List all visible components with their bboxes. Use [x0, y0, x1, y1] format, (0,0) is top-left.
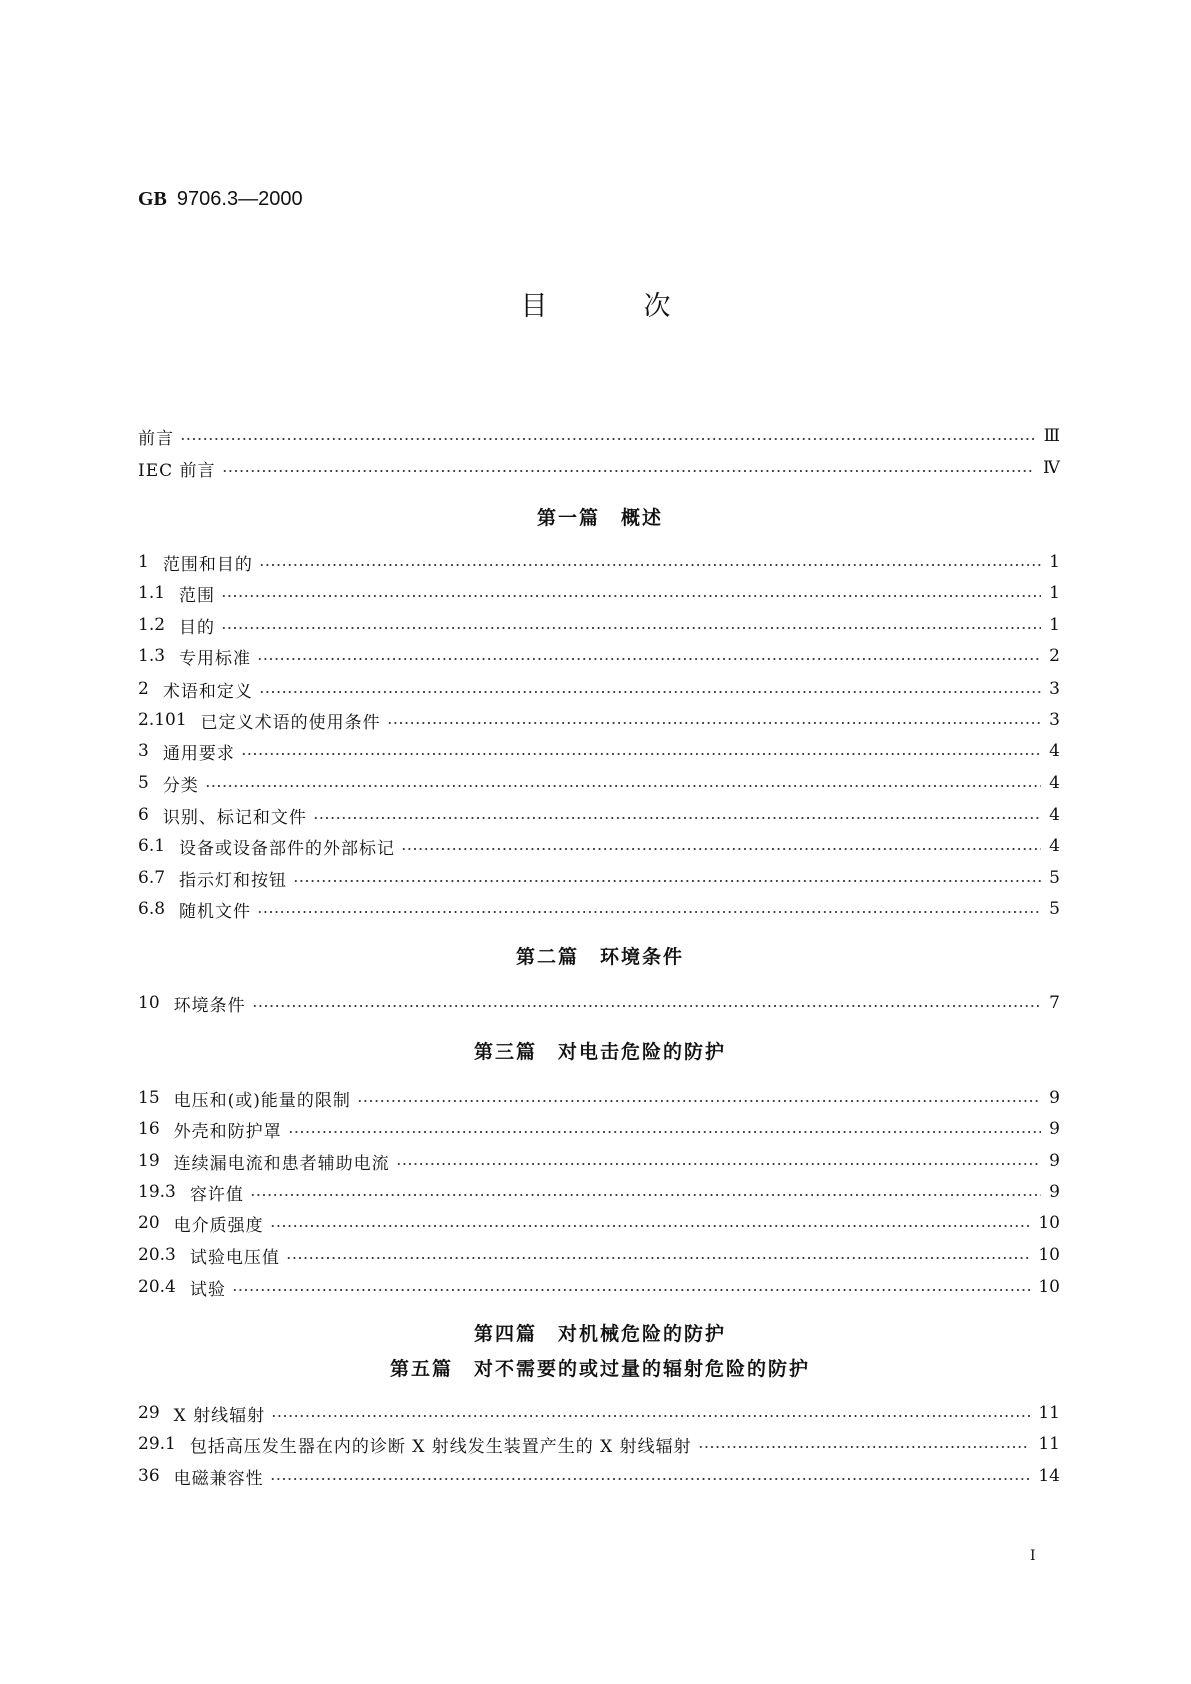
toc-entry[interactable] [138, 1117, 1060, 1141]
toc-entry[interactable] [138, 991, 1060, 1015]
entry-number: 1.3 [138, 646, 166, 666]
entry-title: 环境条件 [173, 995, 246, 1016]
entry-number: 36 [138, 1466, 160, 1486]
dot-leader [401, 847, 1041, 851]
entry-page: 1 [1049, 615, 1060, 635]
entry-title: 电介质强度 [173, 1215, 264, 1236]
entry-title: 电磁兼容性 [173, 1468, 264, 1489]
page-number: I [1030, 1548, 1036, 1564]
entry-page: 3 [1049, 710, 1060, 730]
entry-title: 指示灯和按钮 [179, 870, 288, 891]
toc-entry[interactable] [138, 424, 1060, 448]
entry-page: 4 [1049, 773, 1060, 793]
entry-title: 前言 [138, 428, 174, 449]
entry-number: 6 [138, 805, 149, 825]
entry-number: 29.1 [138, 1434, 176, 1454]
entry-page: 11 [1038, 1434, 1060, 1454]
toc-entry[interactable] [138, 1211, 1060, 1235]
toc-entry[interactable] [138, 708, 1060, 732]
dot-leader [286, 1256, 1031, 1260]
entry-title: 设备或设备部件的外部标记 [179, 838, 396, 859]
toc-entry[interactable] [138, 1180, 1060, 1204]
entry-title: 范围 [179, 585, 216, 606]
toc-entry[interactable] [138, 1086, 1060, 1110]
entry-title: 包括高压发生器在内的诊断 X 射线发生装置产生的 X 射线辐射 [189, 1436, 692, 1457]
standard-code: GB [138, 188, 167, 210]
entry-title: 识别、标记和文件 [162, 807, 307, 828]
toc-entry[interactable] [138, 803, 1060, 827]
toc-entry[interactable] [138, 1243, 1060, 1267]
entry-number: 6.8 [138, 899, 166, 919]
dot-leader [270, 1477, 1031, 1481]
part-heading: 第二篇 环境条件 [515, 946, 684, 968]
dot-leader [232, 1288, 1031, 1292]
toc-entry[interactable] [138, 1149, 1060, 1173]
entry-number: 20.3 [138, 1245, 176, 1265]
toc-entry[interactable] [138, 456, 1060, 480]
entry-page: 3 [1049, 679, 1060, 699]
entry-page: 14 [1038, 1466, 1060, 1486]
entry-title: IEC 前言 [138, 460, 216, 481]
entry-number: 16 [138, 1119, 160, 1139]
dot-leader [288, 1130, 1042, 1134]
entry-title: 术语和定义 [162, 681, 253, 702]
dot-leader [259, 690, 1041, 694]
dot-leader [222, 469, 1035, 473]
standard-number: 9706.3—2000 [176, 188, 303, 210]
entry-page: 9 [1049, 1182, 1060, 1202]
dot-leader [293, 879, 1041, 883]
entry-number: 1 [138, 552, 149, 572]
dot-leader [221, 626, 1041, 630]
entry-number: 5 [138, 773, 149, 793]
entry-page: 11 [1038, 1403, 1060, 1423]
toc-entry[interactable] [138, 897, 1060, 921]
entry-number: 2 [138, 679, 149, 699]
entry-page: 9 [1049, 1151, 1060, 1171]
toc-entry[interactable] [138, 834, 1060, 858]
dot-leader [241, 752, 1041, 756]
entry-number: 15 [138, 1088, 160, 1108]
entry-title: X 射线辐射 [173, 1405, 266, 1426]
entry-number: 20.4 [138, 1277, 176, 1297]
dot-leader [257, 657, 1041, 661]
dot-leader [698, 1445, 1031, 1449]
dot-leader [257, 910, 1041, 914]
entry-page: 4 [1049, 836, 1060, 856]
entry-page: 9 [1049, 1088, 1060, 1108]
entry-title: 通用要求 [162, 743, 235, 764]
entry-page: Ⅳ [1043, 458, 1060, 478]
entry-number: 1.1 [138, 583, 166, 603]
entry-page: Ⅲ [1043, 426, 1060, 446]
entry-title: 分类 [162, 775, 199, 796]
entry-page: 7 [1049, 993, 1060, 1013]
dot-leader [205, 784, 1041, 788]
entry-title: 目的 [179, 617, 216, 638]
entry-page: 4 [1049, 805, 1060, 825]
toc-entry[interactable] [138, 550, 1060, 574]
entry-number: 10 [138, 993, 160, 1013]
dot-leader [221, 594, 1041, 598]
toc-entry[interactable] [138, 866, 1060, 890]
entry-page: 10 [1038, 1213, 1060, 1233]
toc-entry[interactable] [138, 1401, 1060, 1425]
entry-title: 外壳和防护罩 [173, 1121, 282, 1142]
entry-page: 5 [1049, 868, 1060, 888]
toc-entry[interactable] [138, 644, 1060, 668]
toc-entry[interactable] [138, 1432, 1060, 1456]
entry-title: 试验 [189, 1279, 226, 1300]
entry-title: 电压和(或)能量的限制 [173, 1090, 351, 1111]
entry-title: 专用标准 [179, 648, 252, 669]
entry-title: 已定义术语的使用条件 [200, 712, 381, 733]
entry-page: 1 [1049, 552, 1060, 572]
entry-number: 6.1 [138, 836, 166, 856]
dot-leader [313, 816, 1041, 820]
entry-number: 3 [138, 741, 149, 761]
entry-page: 1 [1049, 583, 1060, 603]
entry-number: 19 [138, 1151, 160, 1171]
dot-leader [387, 721, 1042, 725]
toc-entry[interactable] [138, 1464, 1060, 1488]
entry-title: 范围和目的 [162, 554, 253, 575]
page-title: 目次 [520, 291, 767, 322]
toc-entry[interactable] [138, 677, 1060, 701]
dot-leader [180, 437, 1036, 441]
dot-leader [357, 1099, 1041, 1103]
entry-page: 4 [1049, 741, 1060, 761]
toc-entry[interactable] [138, 613, 1060, 637]
entry-page: 5 [1049, 899, 1060, 919]
entry-page: 10 [1038, 1245, 1060, 1265]
entry-number: 19.3 [138, 1182, 176, 1202]
part-heading: 第五篇 对不需要的或过量的辐射危险的防护 [389, 1358, 810, 1380]
entry-page: 9 [1049, 1119, 1060, 1139]
part-heading: 第三篇 对电击危险的防护 [473, 1041, 726, 1063]
toc-entry[interactable] [138, 771, 1060, 795]
toc-entry[interactable] [138, 1275, 1060, 1299]
entry-title: 连续漏电流和患者辅助电流 [173, 1153, 390, 1174]
entry-number: 2.101 [138, 710, 187, 730]
part-heading: 第一篇 概述 [536, 507, 663, 529]
dot-leader [396, 1162, 1042, 1166]
entry-number: 6.7 [138, 868, 166, 888]
entry-number: 1.2 [138, 615, 166, 635]
entry-title: 随机文件 [179, 901, 252, 922]
entry-page: 2 [1049, 646, 1060, 666]
document-header [138, 188, 303, 211]
dot-leader [250, 1193, 1041, 1197]
entry-title: 试验电压值 [189, 1247, 280, 1268]
entry-number: 20 [138, 1213, 160, 1233]
entry-title: 容许值 [189, 1184, 244, 1205]
dot-leader [259, 563, 1041, 567]
entry-number: 29 [138, 1403, 160, 1423]
part-heading: 第四篇 对机械危险的防护 [473, 1323, 726, 1345]
dot-leader [271, 1414, 1030, 1418]
dot-leader [252, 1004, 1042, 1008]
entry-page: 10 [1038, 1277, 1060, 1297]
toc-entry[interactable] [138, 739, 1060, 763]
toc-entry[interactable] [138, 581, 1060, 605]
dot-leader [270, 1224, 1031, 1228]
